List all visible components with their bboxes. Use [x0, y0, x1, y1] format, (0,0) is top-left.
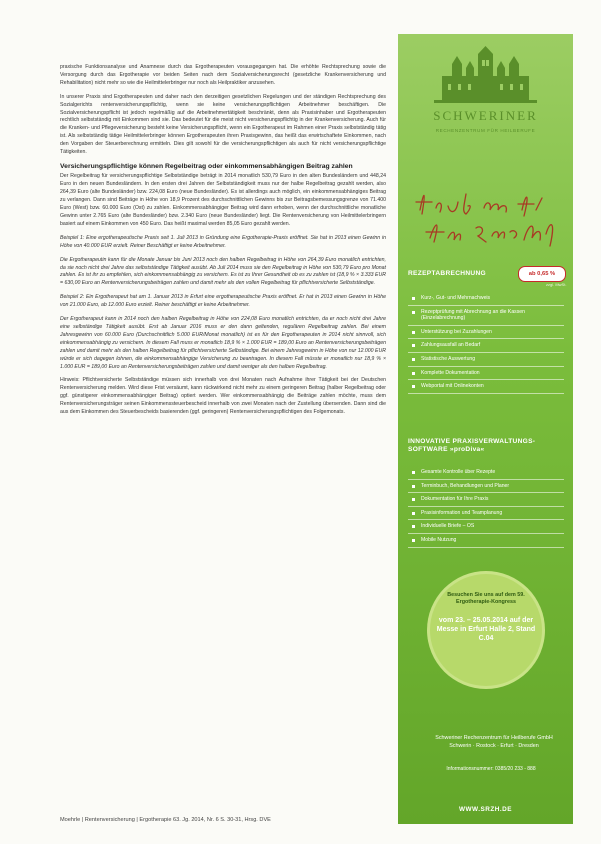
rate-note: zzgl. MwSt. — [546, 282, 567, 287]
brand-name: SCHWERINER — [433, 108, 538, 123]
example-paragraph: Die Ergotherapeutin kann für die Monate Januar bis Juni 2013 noch den halben Regelbeitrag in Höhe von 264,39 Euro monatlich entrichten, da sie noch nicht drei Jahre das selbstständige Tätigkeit ausübt. Ab Juli 2014 muss sie den Regelbeitrag in Höhe von 530,79 Euro pro Monat zahlen. Es ist ihr zu empfehlen, sich einkommensabhängig zu versichern. Es ist zu Ihrer Gesundheit ob es zu zahlen ist (18,9 % × 3.333 EUR = 630,00 Euro an Rentenversicherungsbeiträgen zahlen und damit mehr als den vollen Regelbeitrag für pflichtversicherte Selbstständige. — [60, 256, 386, 287]
brand-logo[interactable] — [422, 46, 549, 164]
advertisement-sidebar — [398, 34, 573, 824]
list-item: Statistische Auswertung — [408, 353, 564, 367]
list-item: Terminbuch, Behandlungen und Planer — [408, 480, 564, 494]
info-phone[interactable]: Informationsnummer: 0385/20 233 - 888 — [446, 766, 536, 772]
event-sticker — [430, 574, 542, 686]
website-link[interactable]: WWW.SRZH.DE — [458, 806, 513, 813]
list-item: Mobile Nutzung — [408, 534, 564, 548]
example-paragraph: Der Ergotherapeut kann in 2014 noch den halben Regelbeitrag in Höhe von 224,08 Euro monatlich entrichten, da er noch nicht drei Jahre eine selbständige Tätigkeit ausübt. Erst ab Januar 2016 muss er den dann geltenden, regulären Regelbeitrag zahlen. Bei einem Jahresgewinn von 60.000 Euro (Durchschnittlich 5.000 EUR/Monat monatlich) ist es für den Ergotherapeuten in 2014 nicht sinnvoll, sich einkommensabhängig zu versichern. In diesem Fall muss er monatlich 18,9 % × 1.000 EUR = 189,00 Euro an Rentenversicherungsbeiträgen zahlen und damit mehr als den halben Regelbeitrag für pflichtversicherte Selbständige. Bei einem Jahresgewinn in Höhe von nur 12.000 EUR würde er sich dagegen lohnen, die einkommensabhängige Versicherung zu beantragen. In diesem Fall müsste er monatlich nur 18,9 % × 1.000 EUR = 189,00 Euro an Rentenversicherungsbeiträgen zahlen und damit weniger als den halben Regelbeitrag. — [60, 316, 386, 370]
section-heading: Versicherungspflichtige können Regelbeitrag oder einkommensabhängigen Beitrag zahlen — [60, 162, 353, 170]
body-paragraph: In unserer Praxis sind Ergotherapeuten und daher nach den derzeitigen gesetzlichen Regelungen und der ständigen Rechtsprechung des Sozialgerichts rentenversicherungspflichtig, wenn sie keine versicherungspflichtigen Arbeitnehmer beschäftigen. Die Sozialversicherungspflicht ist jedoch regelmäßig auf die Arbeitnehmertätigkeit beschränkt, denn als Praxisinhaber und Ergotherapeuten rechtlich selbstständig mit Einkommen sind sie. Das bedeutet für die meist nicht versicherungspflichtig in der Krankenversicherung. Auch für die Kranken- und Pflegeversicherung besteht keine Versicherungspflicht, wenn ein Ergotherapeut im Rahmen einer Praxis selbstständig tätig ist. Als selbstständig tätige Heilmittelerbringer können Ergotherapeuten ihren Praxisgewinn, das heißt das erwirtschaftete Einkommen, nach den Vorgaben der Steuerberechnung ermitteln. Dies gilt sowohl für die versicherungspflichtigen als auch für nicht versicherungspflichtige Tätigkeiten. — [60, 93, 386, 156]
sticker-intro: Besuchen Sie uns auf dem 59. Ergotherapie-Kongress — [447, 592, 525, 605]
body-paragraph: praxische Funktionsanalyse und Anamnese durch das Ergotherapeuten vorausgegangen hat. Die erhöhte Rechtsprechung sowie die Versorgung durch das Ergotherapie vor beiden Seiten nach dem Sozialversicherungsrecht (gesetzliche Krankenversicherung und Rehabilitation) nicht mehr so wie die Heilmittelerbringer nur noch als Heilpraktiker anzusehen. — [60, 64, 386, 86]
rezept-feature-list — [408, 292, 564, 394]
sticker-event-info: vom 23. – 25.05.2014 auf der Messe in Erfurt Halle 2, Stand C.04 — [436, 617, 536, 642]
list-item: Kurz-, Gut- und Mehrnachweis — [408, 292, 564, 306]
castle-icon — [422, 46, 549, 106]
body-paragraph: Der Regelbeitrag für versicherungspflichtige Selbstständige beträgt in 2014 monatlich 530,79 Euro in den alten Bundesländern und 448,24 Euro in den neuen Bundesländern. In den ersten drei Jahren der Selbstständigkeit muss nur der halbe Regelbeitrag gezahlt werden, also 264,39 Euro (alte Bundesländer) bzw. 224,08 Euro (neue Bundesländer). Es ist allerdings auch möglich, ein einkommensabhängiges Beitrag zu verlangen. Dann sind Beiträge in Höhe von 18,9 Prozent des durchschnittlichen Gewinns bis zur Beitragsbemessungsgrenze von 71.400 Euro (West) bzw. 60.000 Euro (Ost) zu zahlen. Einkommensabhängiger Beitrag wird dann erhoben, wenn der durchschnittliche monatliche Gewinn unter 2.765 Euro (alte Bundesländer) bzw. 2.340 Euro (neue Bundesländer) liegt. Die Rentenversicherung von Heilmittelerbringern basiert auf einem Einkommen von 450 Euro. Das heißt maximal werden 85,05 Euro gezahlt werden. — [60, 173, 386, 227]
example-paragraph: Beispiel 1: Eine ergotherapeutische Praxis seit 1. Juli 2013 in Gründung eine Ergotherapie-Praxis eröffnet. Sie hat in 2013 einen Gewinn in Höhe von 40.000 EUR erzielt. Reiner Beschäftigt er keine Arbeitnehmer. — [60, 234, 386, 249]
company-name: Schweriner Rechenzentrum für Heilberufe GmbH — [435, 735, 553, 741]
handwritten-slogan — [410, 180, 570, 250]
list-item: Rezeptprüfung mit Abrechnung an die Kassen (Einzelabrechnung) — [408, 306, 564, 326]
note-paragraph: Hinweis: Pflichtversicherte Selbstständige müssen sich innerhalb von drei Monaten nach Aufnahme ihrer Tätigkeit bei der Deutschen Rentenversicherung melden. Wird diese Frist versäumt, kann rückwirkend nicht mehr zu einem geringeren Beitrag (halber Regelbeitrag oder ggf. günstigerer einkommensabhängiger Beitrag) optiert werden. Wer einkommensabhängig die Beiträge zahlen möchte, muss dem Rentenversicherungsträger seinen Einkommenssteuerbescheid innerhalb von zwei Monaten nach der Zustellung übersenden. Dann sind die aus dem Einkommen des Steuerbescheids basierenden (ggf. geringeren) Rentenversicherungspflichtigen des Folgemonats. — [60, 377, 386, 416]
list-item: Zahlungsausfall an Bedarf — [408, 339, 564, 353]
contact-block — [434, 734, 554, 750]
list-item: Gesamte Kontrolle über Rezepte — [408, 466, 564, 480]
brand-subtitle: RECHENZENTRUM FÜR HEILBERUFE — [435, 128, 536, 133]
list-item: Praxisinformation und Teamplanung — [408, 507, 564, 521]
software-section-title: INNOVATIVE PRAXISVERWALTUNGS-SOFTWARE »proDiva« — [408, 438, 536, 453]
list-item: Unterstützung bei Zuzahlungen — [408, 326, 564, 340]
page-footer: Moehrle | Rentenversicherung | Ergotherapie 63. Jg. 2014, Nr. 6 S. 30-31, Hrsg. DVE — [60, 817, 271, 823]
list-item: Dokumentation für Ihre Praxis — [408, 493, 564, 507]
rate-badge: ab 0,65 % — [518, 266, 566, 282]
article-column — [60, 64, 386, 423]
list-item: Webportal mit Onlinekonten — [408, 380, 564, 394]
example-paragraph: Beispiel 2: Ein Ergotherapeut hat am 1. Januar 2013 in Erfurt eine ergotherapeutische Praxis eröffnet. Er hat in 2013 einen Gewinn in Höhe von 21.000 Euro, ab 12.000 Euro erzielt. Reiner beschäftigt er keine Arbeitnehmer. — [60, 294, 386, 309]
list-item: Komplette Dokumentation — [408, 367, 564, 381]
rezept-section-title: REZEPTABRECHNUNG — [408, 270, 486, 277]
software-feature-list — [408, 466, 564, 548]
company-cities: Schwerin · Rostock · Erfurt · Dresden — [449, 743, 539, 749]
list-item: Individuelle Briefe – OS — [408, 520, 564, 534]
